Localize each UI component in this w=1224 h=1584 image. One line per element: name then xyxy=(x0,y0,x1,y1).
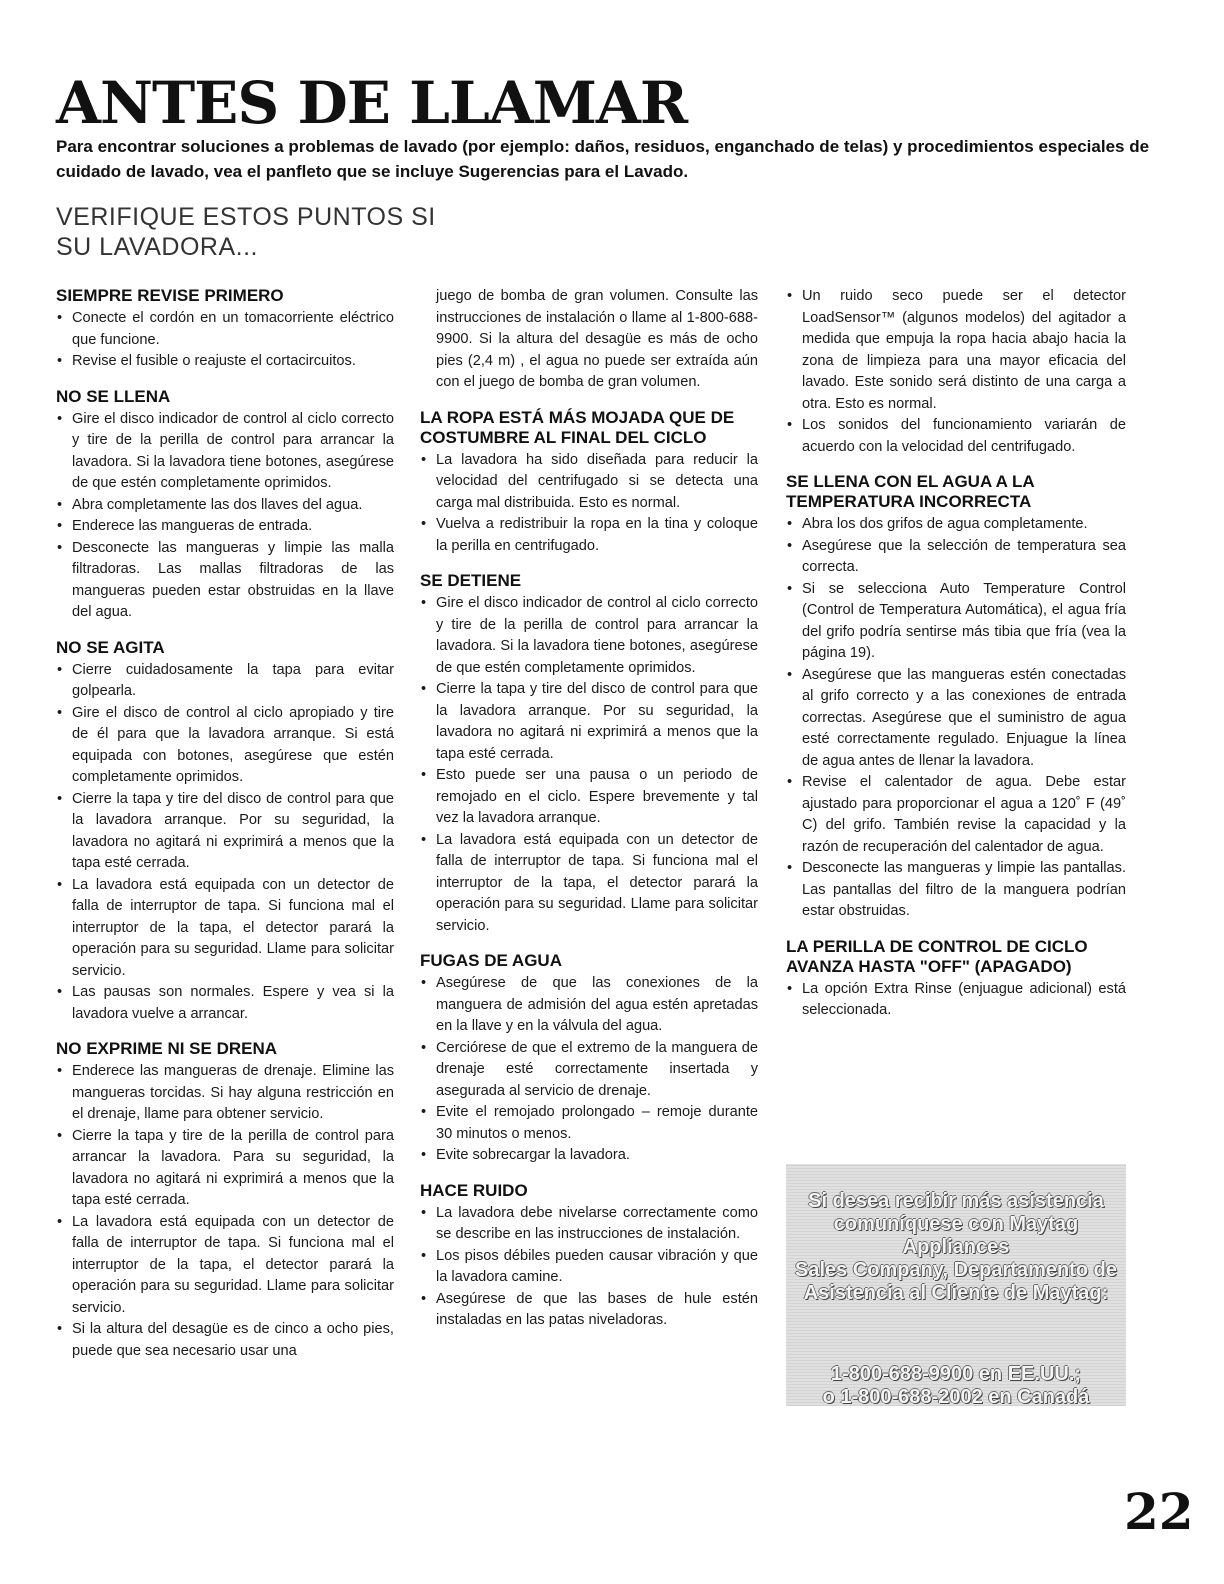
list-item-text: Si la altura del desagüe es de cinco a ocho pies, puede que sea necesario usar una xyxy=(72,1321,394,1359)
bullet-icon: • xyxy=(421,1039,427,1056)
list-item-text: La opción Extra Rinse (enjuague adicional) está seleccionada. xyxy=(802,980,1126,1018)
list-item-text: Cierre la tapa y tire de la perilla de control para arrancar la lavadora. Para su seguridad, la lavadora no agitará ni exprimirá a menos que la tapa esté cerrada. xyxy=(72,1127,394,1208)
list-item xyxy=(56,409,394,495)
phone-numbers xyxy=(786,1363,1126,1409)
list-item-text: Asegúrese que la selección de temperatura sea correcta. xyxy=(802,537,1126,575)
list-item xyxy=(56,703,394,789)
list-item-text: Vuelva a redistribuir la ropa en la tina y coloque la perilla en centrifugado. xyxy=(436,516,758,554)
list-item-text: Gire el disco de control al ciclo apropiado y tire de él para que la lavadora arranque. Si está equipada con botones, asegúrese que estén completamente oprimidos. xyxy=(72,704,394,785)
bullet-icon: • xyxy=(421,451,427,468)
bullet-icon: • xyxy=(421,831,427,848)
bullet-list xyxy=(56,308,394,373)
list-item xyxy=(56,538,394,624)
list-item xyxy=(56,875,394,983)
bullet-icon: • xyxy=(57,876,63,893)
bullet-icon: • xyxy=(57,984,63,1000)
list-item xyxy=(420,450,758,515)
list-item xyxy=(420,514,758,557)
list-item xyxy=(420,593,758,679)
section xyxy=(420,408,758,558)
section xyxy=(420,571,758,937)
column-1 xyxy=(56,286,394,1376)
bullet-icon: • xyxy=(421,1204,427,1221)
section-heading: SIEMPRE REVISE PRIMERO xyxy=(56,286,284,305)
bullet-list xyxy=(56,1061,394,1362)
intro-text: Para encontrar soluciones a problemas de lavado (por ejemplo: daños, residuos, enganchado de telas) y procedimientos especiales de cuidado de lavado, vea el panfleto que se incluye Sugerencias para el Lavado. xyxy=(56,137,1150,181)
section-heading: SE DETIENE xyxy=(420,571,522,590)
list-item-text: Esto puede ser una pausa o un periodo de remojado en el ciclo. Espere brevemente y tal vez la lavadora arranque. xyxy=(436,767,758,826)
section xyxy=(56,1039,394,1362)
bullet-icon: • xyxy=(57,496,63,513)
bullet-list xyxy=(56,660,394,1026)
list-item-text: Revise el calentador de agua. Debe estar ajustado para proporcionar el agua a 120˚ F (49˚ C) del grifo. También revise la capacidad y la razón de recuperación del calentador de agua. xyxy=(802,774,1126,855)
section xyxy=(786,937,1126,1022)
list-item-text: Los sonidos del funcionamiento variarán de acuerdo con la velocidad del centrifugado. xyxy=(802,417,1126,455)
section xyxy=(56,387,394,624)
list-item xyxy=(786,536,1126,579)
list-item-text: Un ruido seco puede ser el detector LoadSensor™ (algunos modelos) del agitador a medida que empuja la ropa hacia abajo hacia la zona de limpieza para una mayor eficacia del lavado. Este sonido será distinto de una carga a otra. Esto es normal. xyxy=(802,288,1126,412)
bullet-icon: • xyxy=(421,516,427,532)
bullet-icon: • xyxy=(57,704,63,721)
list-item xyxy=(420,1289,758,1332)
list-item-text: Si se selecciona Auto Temperature Control (Control de Temperatura Automática), el agua fría del grifo podría sentirse más tibia que fría (vea la página 19). xyxy=(802,580,1126,661)
list-item xyxy=(786,514,1126,536)
bullet-icon: • xyxy=(57,790,63,807)
list-item-text: La lavadora está equipada con un detector de falla de interruptor de tapa. Si funciona mal el interruptor de la tapa, el detector parará la operación para su seguridad. Llame para solicitar servicio. xyxy=(436,831,758,934)
bullet-icon: • xyxy=(787,537,793,554)
bullet-icon: • xyxy=(421,595,427,611)
list-item-text: Evite sobrecargar la lavadora. xyxy=(436,1147,630,1163)
bullet-icon: • xyxy=(57,353,63,369)
list-item-text: Abra completamente las dos llaves del agua. xyxy=(72,496,363,513)
list-item xyxy=(786,979,1126,1022)
phone-usa: 1-800-688-9900 en EE.UU.; xyxy=(830,1363,1082,1385)
section-heading: LA ROPA ESTÁ MÁS MOJADA QUE DE COSTUMBRE AL FINAL DEL CICLO xyxy=(420,407,735,447)
list-item xyxy=(786,579,1126,665)
section xyxy=(56,638,394,1026)
list-item xyxy=(786,286,1126,415)
assistance-line: Asistencia al Cliente de Maytag: xyxy=(803,1282,1109,1304)
list-item xyxy=(56,495,394,517)
bullet-list xyxy=(420,973,758,1167)
assistance-line: Sales Company, Departamento de xyxy=(795,1259,1117,1281)
list-item-text: Conecte el cordón en un tomacorriente eléctrico que funcione. xyxy=(72,310,394,348)
list-item-text: Los pisos débiles pueden causar vibración y que la lavadora camine. xyxy=(436,1247,758,1285)
list-item-text: Cerciórese de que el extremo de la manguera de drenaje esté correctamente insertada y asegurada al servicio de drenaje. xyxy=(436,1039,758,1099)
list-item-text: Evite el remojado prolongado – remoje durante 30 minutos o menos. xyxy=(436,1104,758,1142)
bullet-icon: • xyxy=(787,288,793,304)
list-item xyxy=(420,1246,758,1289)
section-heading: SE LLENA CON EL AGUA A LA TEMPERATURA INCORRECTA xyxy=(786,472,1035,511)
list-item-text: Revise el fusible o reajuste el cortacircuitos. xyxy=(72,353,356,369)
section-heading: NO SE LLENA xyxy=(56,386,171,406)
section xyxy=(420,1181,758,1332)
bullet-icon: • xyxy=(787,666,793,683)
list-item-text: Cierre cuidadosamente la tapa para evitar golpearla. xyxy=(72,661,394,699)
list-item xyxy=(420,830,758,938)
list-item-text: Cierre la tapa y tire del disco de control para que la lavadora arranque. Por su seguridad, la lavadora no agitará ni exprimirá a menos que la tapa esté cerrada. xyxy=(436,681,758,762)
list-item xyxy=(786,772,1126,858)
list-item xyxy=(56,1061,394,1126)
bullet-icon: • xyxy=(421,1290,427,1307)
column-2 xyxy=(420,286,758,1346)
bullet-icon: • xyxy=(57,518,63,534)
list-item-text: La lavadora está equipada con un detector de falla de interruptor de tapa. Si funciona mal el interruptor de la tapa, el detector parará la operación para su seguridad. Llame para solicitar servicio. xyxy=(72,1213,394,1316)
list-item xyxy=(56,660,394,703)
list-item-text: Desconecte las mangueras y limpie las malla filtradoras. Las mallas filtradoras de las mangueras pueden estar obstruidas en la llave del agua. xyxy=(72,539,394,620)
assistance-line: comuníquese con Maytag Appliances xyxy=(833,1213,1079,1258)
bullet-icon: • xyxy=(787,774,793,790)
bullet-icon: • xyxy=(421,1247,427,1264)
section-heading: LA PERILLA DE CONTROL DE CICLO AVANZA HASTA "OFF" (APAGADO) xyxy=(786,936,1088,976)
bullet-icon: • xyxy=(421,975,427,991)
bullet-list xyxy=(786,979,1126,1022)
bullet-icon: • xyxy=(57,410,63,427)
page-title: ANTES DE LLAMAR xyxy=(56,69,688,137)
bullet-icon: • xyxy=(57,1063,63,1079)
bullet-list xyxy=(786,514,1126,923)
section xyxy=(420,951,758,1167)
list-item-text: Cierre la tapa y tire del disco de control para que la lavadora arranque. Por su seguridad, la lavadora no agitará ni exprimirá a menos que la tapa esté cerrada. xyxy=(72,790,394,871)
list-item-text: Gire el disco indicador de control al ciclo correcto y tire de la perilla de control para arrancar la lavadora. Si la lavadora tiene botones, asegúrese de que estén completamente oprimidos. xyxy=(436,595,758,676)
list-item-text: Enderece las mangueras de drenaje. Elimine las mangueras torcidas. Si hay alguna restricción en el drenaje, llame para obtener servicio. xyxy=(72,1063,394,1122)
list-item-text: Abra los dos grifos de agua completamente. xyxy=(802,516,1088,532)
bullet-icon: • xyxy=(57,310,63,326)
bullet-icon: • xyxy=(421,681,427,697)
subheading-line-1: VERIFIQUE ESTOS PUNTOS SI xyxy=(56,203,436,231)
list-item-text: Asegúrese de que las conexiones de la manguera de admisión del agua estén apretadas en la llave y en la válvula del agua. xyxy=(436,975,758,1034)
list-item xyxy=(786,665,1126,773)
list-item xyxy=(56,1319,394,1362)
section xyxy=(786,472,1126,923)
section xyxy=(56,286,394,373)
section xyxy=(786,286,1126,458)
bullet-icon: • xyxy=(421,767,427,783)
section-heading: NO SE AGITA xyxy=(56,637,165,657)
list-item xyxy=(420,1038,758,1103)
bullet-list xyxy=(420,593,758,937)
list-item xyxy=(56,1126,394,1212)
section-subheading xyxy=(56,202,436,262)
bullet-icon: • xyxy=(787,516,793,532)
bullet-list xyxy=(786,286,1126,458)
list-item xyxy=(56,516,394,538)
list-item xyxy=(420,679,758,765)
section-heading: HACE RUIDO xyxy=(420,1180,528,1200)
bullet-list xyxy=(420,1203,758,1332)
list-item-text: Las pausas son normales. Espere y vea si la lavadora vuelve a arrancar. xyxy=(72,984,394,1022)
assistance-callout xyxy=(786,1164,1126,1406)
bullet-icon: • xyxy=(57,1127,63,1144)
list-item-text: La lavadora está equipada con un detector de falla de interruptor de tapa. Si funciona mal el interruptor de la tapa, el detector parará la operación para su seguridad. Llame para solicitar servicio. xyxy=(72,876,394,979)
bullet-icon: • xyxy=(57,661,63,678)
bullet-icon: • xyxy=(421,1104,427,1120)
list-item xyxy=(786,415,1126,458)
list-item xyxy=(420,1145,758,1167)
bullet-icon: • xyxy=(787,417,793,433)
phone-canada: o 1-800-688-2002 en Canadá xyxy=(822,1386,1090,1408)
section-heading: FUGAS DE AGUA xyxy=(420,951,562,970)
list-item xyxy=(56,1212,394,1320)
bullet-icon: • xyxy=(787,860,793,876)
list-item xyxy=(420,973,758,1038)
list-item xyxy=(420,765,758,830)
list-item xyxy=(420,1203,758,1246)
list-item-text: Enderece las mangueras de entrada. xyxy=(72,518,313,534)
column-3 xyxy=(786,286,1126,1036)
list-item xyxy=(56,351,394,373)
list-item-text: Gire el disco indicador de control al ciclo correcto y tire de la perilla de control para arrancar la lavadora. Si la lavadora tiene botones, asegúrese de que estén completamente oprimidos. xyxy=(72,410,394,491)
bullet-icon: • xyxy=(787,580,793,597)
continuation-text: juego de bomba de gran volumen. Consulte las instrucciones de instalación o llame al 1-800-688-9900. Si la altura del desagüe es más de ocho pies (2,4 m) , el agua no puede ser extraída aún con el juego de bomba de gran volumen. xyxy=(436,288,758,390)
section-heading: NO EXPRIME NI SE DRENA xyxy=(56,1039,278,1058)
bullet-icon: • xyxy=(421,1147,427,1163)
subheading-line-2: SU LAVADORA... xyxy=(56,233,258,261)
assistance-message xyxy=(786,1190,1126,1305)
bullet-icon: • xyxy=(57,539,63,556)
page-number: 22 xyxy=(1124,1482,1194,1541)
bullet-icon: • xyxy=(57,1213,63,1230)
list-item xyxy=(56,308,394,351)
list-item-text: La lavadora ha sido diseñada para reducir la velocidad del centrifugado si se detecta una carga mal distribuida. Esto es normal. xyxy=(436,451,758,511)
list-item xyxy=(56,982,394,1025)
bullet-icon: • xyxy=(57,1321,63,1337)
bullet-icon: • xyxy=(787,980,793,997)
list-item-text: La lavadora debe nivelarse correctamente como se describe en las instrucciones de instalación. xyxy=(436,1204,758,1242)
list-item-text: Asegúrese de que las bases de hule estén instaladas en las patas niveladoras. xyxy=(436,1290,758,1328)
bullet-list xyxy=(420,450,758,558)
list-item xyxy=(420,1102,758,1145)
bullet-list xyxy=(56,409,394,624)
list-item-text: Desconecte las mangueras y limpie las pantallas. Las pantallas del filtro de la manguera podrían estar obstruidas. xyxy=(802,860,1126,919)
list-item xyxy=(56,789,394,875)
list-item-text: Asegúrese que las mangueras estén conectadas al grifo correcto y a las conexiones de entrada correctas. Asegúrese que el suministro de agua esté correctamente regulado. Enjuague la línea de agua antes de llenar la lavadora. xyxy=(802,666,1126,769)
list-item xyxy=(786,858,1126,923)
assistance-line: Si desea recibir más asistencia xyxy=(808,1190,1104,1212)
